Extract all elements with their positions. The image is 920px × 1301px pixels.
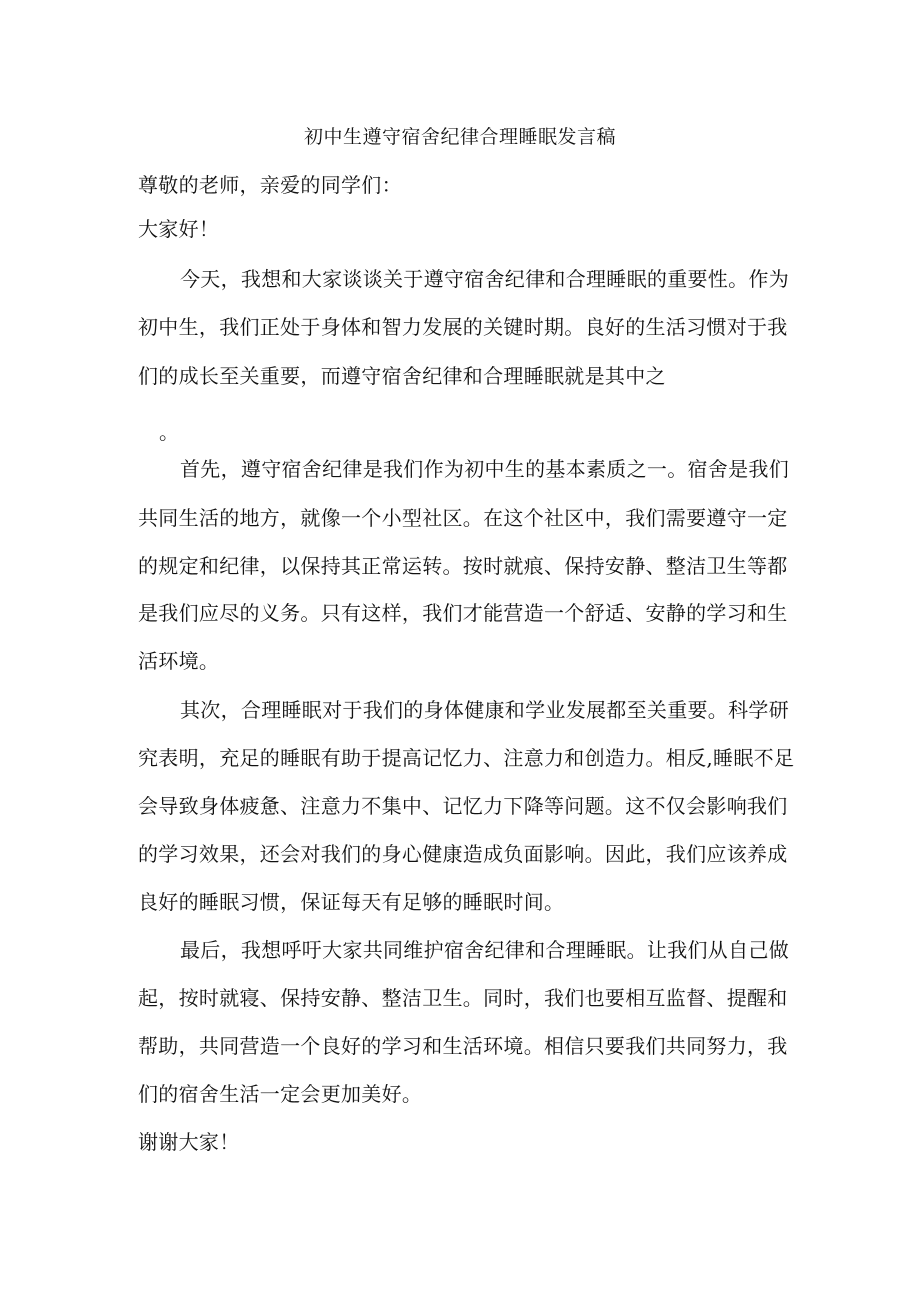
- paragraph-2-line-3: 的规定和纪律，以保持其正常运转。按时就痕、保持安静、整洁卫生等都: [138, 554, 788, 578]
- paragraph-1-line-1: 今天，我想和大家谈谈关于遵守宿舍纪律和合理睡眠的重要性。作为: [180, 267, 789, 291]
- document-title: 初中生遵守宿舍纪律合理睡眠发言稿: [303, 126, 616, 148]
- paragraph-2-line-4: 是我们应尽的义务。只有这样，我们才能营造一个舒适、安静的学习和生: [138, 601, 788, 625]
- paragraph-4-line-3: 帮助，共同营造一个良好的学习和生活环境。相信只要我们共同努力，我: [138, 1034, 788, 1058]
- paragraph-3-line-3: 会导致身体疲惫、注意力不集中、记忆力下降等问题。这不仅会影响我们: [138, 794, 788, 818]
- greeting: 大家好！: [138, 217, 220, 241]
- paragraph-4-line-2: 起，按时就寝、保持安静、整洁卫生。同时，我们也要相互监督、提醒和: [138, 986, 788, 1010]
- paragraph-3-line-2: 究表明，充足的睡眠有助于提高记忆力、注意力和创造力。相反,睡眠不足: [138, 746, 795, 770]
- paragraph-3-line-1: 其次，合理睡眠对于我们的身体健康和学业发展都至关重要。科学研: [180, 698, 789, 722]
- paragraph-2-line-5: 活环境。: [138, 649, 220, 673]
- paragraph-4-line-4: 们的宿舍生活一定会更加美好。: [138, 1082, 423, 1106]
- paragraph-3-line-5: 良好的睡眠习惯，保证每天有足够的睡眠时间。: [138, 890, 565, 914]
- paragraph-2-line-2: 共同生活的地方，就像一个小型社区。在这个社区中，我们需要遵守一定: [138, 506, 788, 530]
- paragraph-1-line-2: 初中生，我们正处于身体和智力发展的关键时期。良好的生活习惯对于我: [138, 315, 788, 339]
- paragraph-1-line-3: 们的成长至关重要，而遵守宿舍纪律和合理睡眠就是其中之: [138, 364, 666, 388]
- salutation: 尊敬的老师，亲爱的同学们：: [138, 173, 402, 197]
- paragraph-3-line-4: 的学习效果，还会对我们的身心健康造成负面影响。因此，我们应该养成: [138, 842, 788, 866]
- paragraph-2-line-1: 首先，遵守宿舍纪律是我们作为初中生的基本素质之一。宿舍是我们: [180, 457, 789, 481]
- paragraph-4-line-1: 最后，我想呼吁大家共同维护宿舍纪律和合理睡眠。让我们从自己做: [180, 938, 789, 962]
- closing: 谢谢大家！: [138, 1130, 240, 1154]
- paragraph-1-stray-period: 。: [159, 420, 180, 444]
